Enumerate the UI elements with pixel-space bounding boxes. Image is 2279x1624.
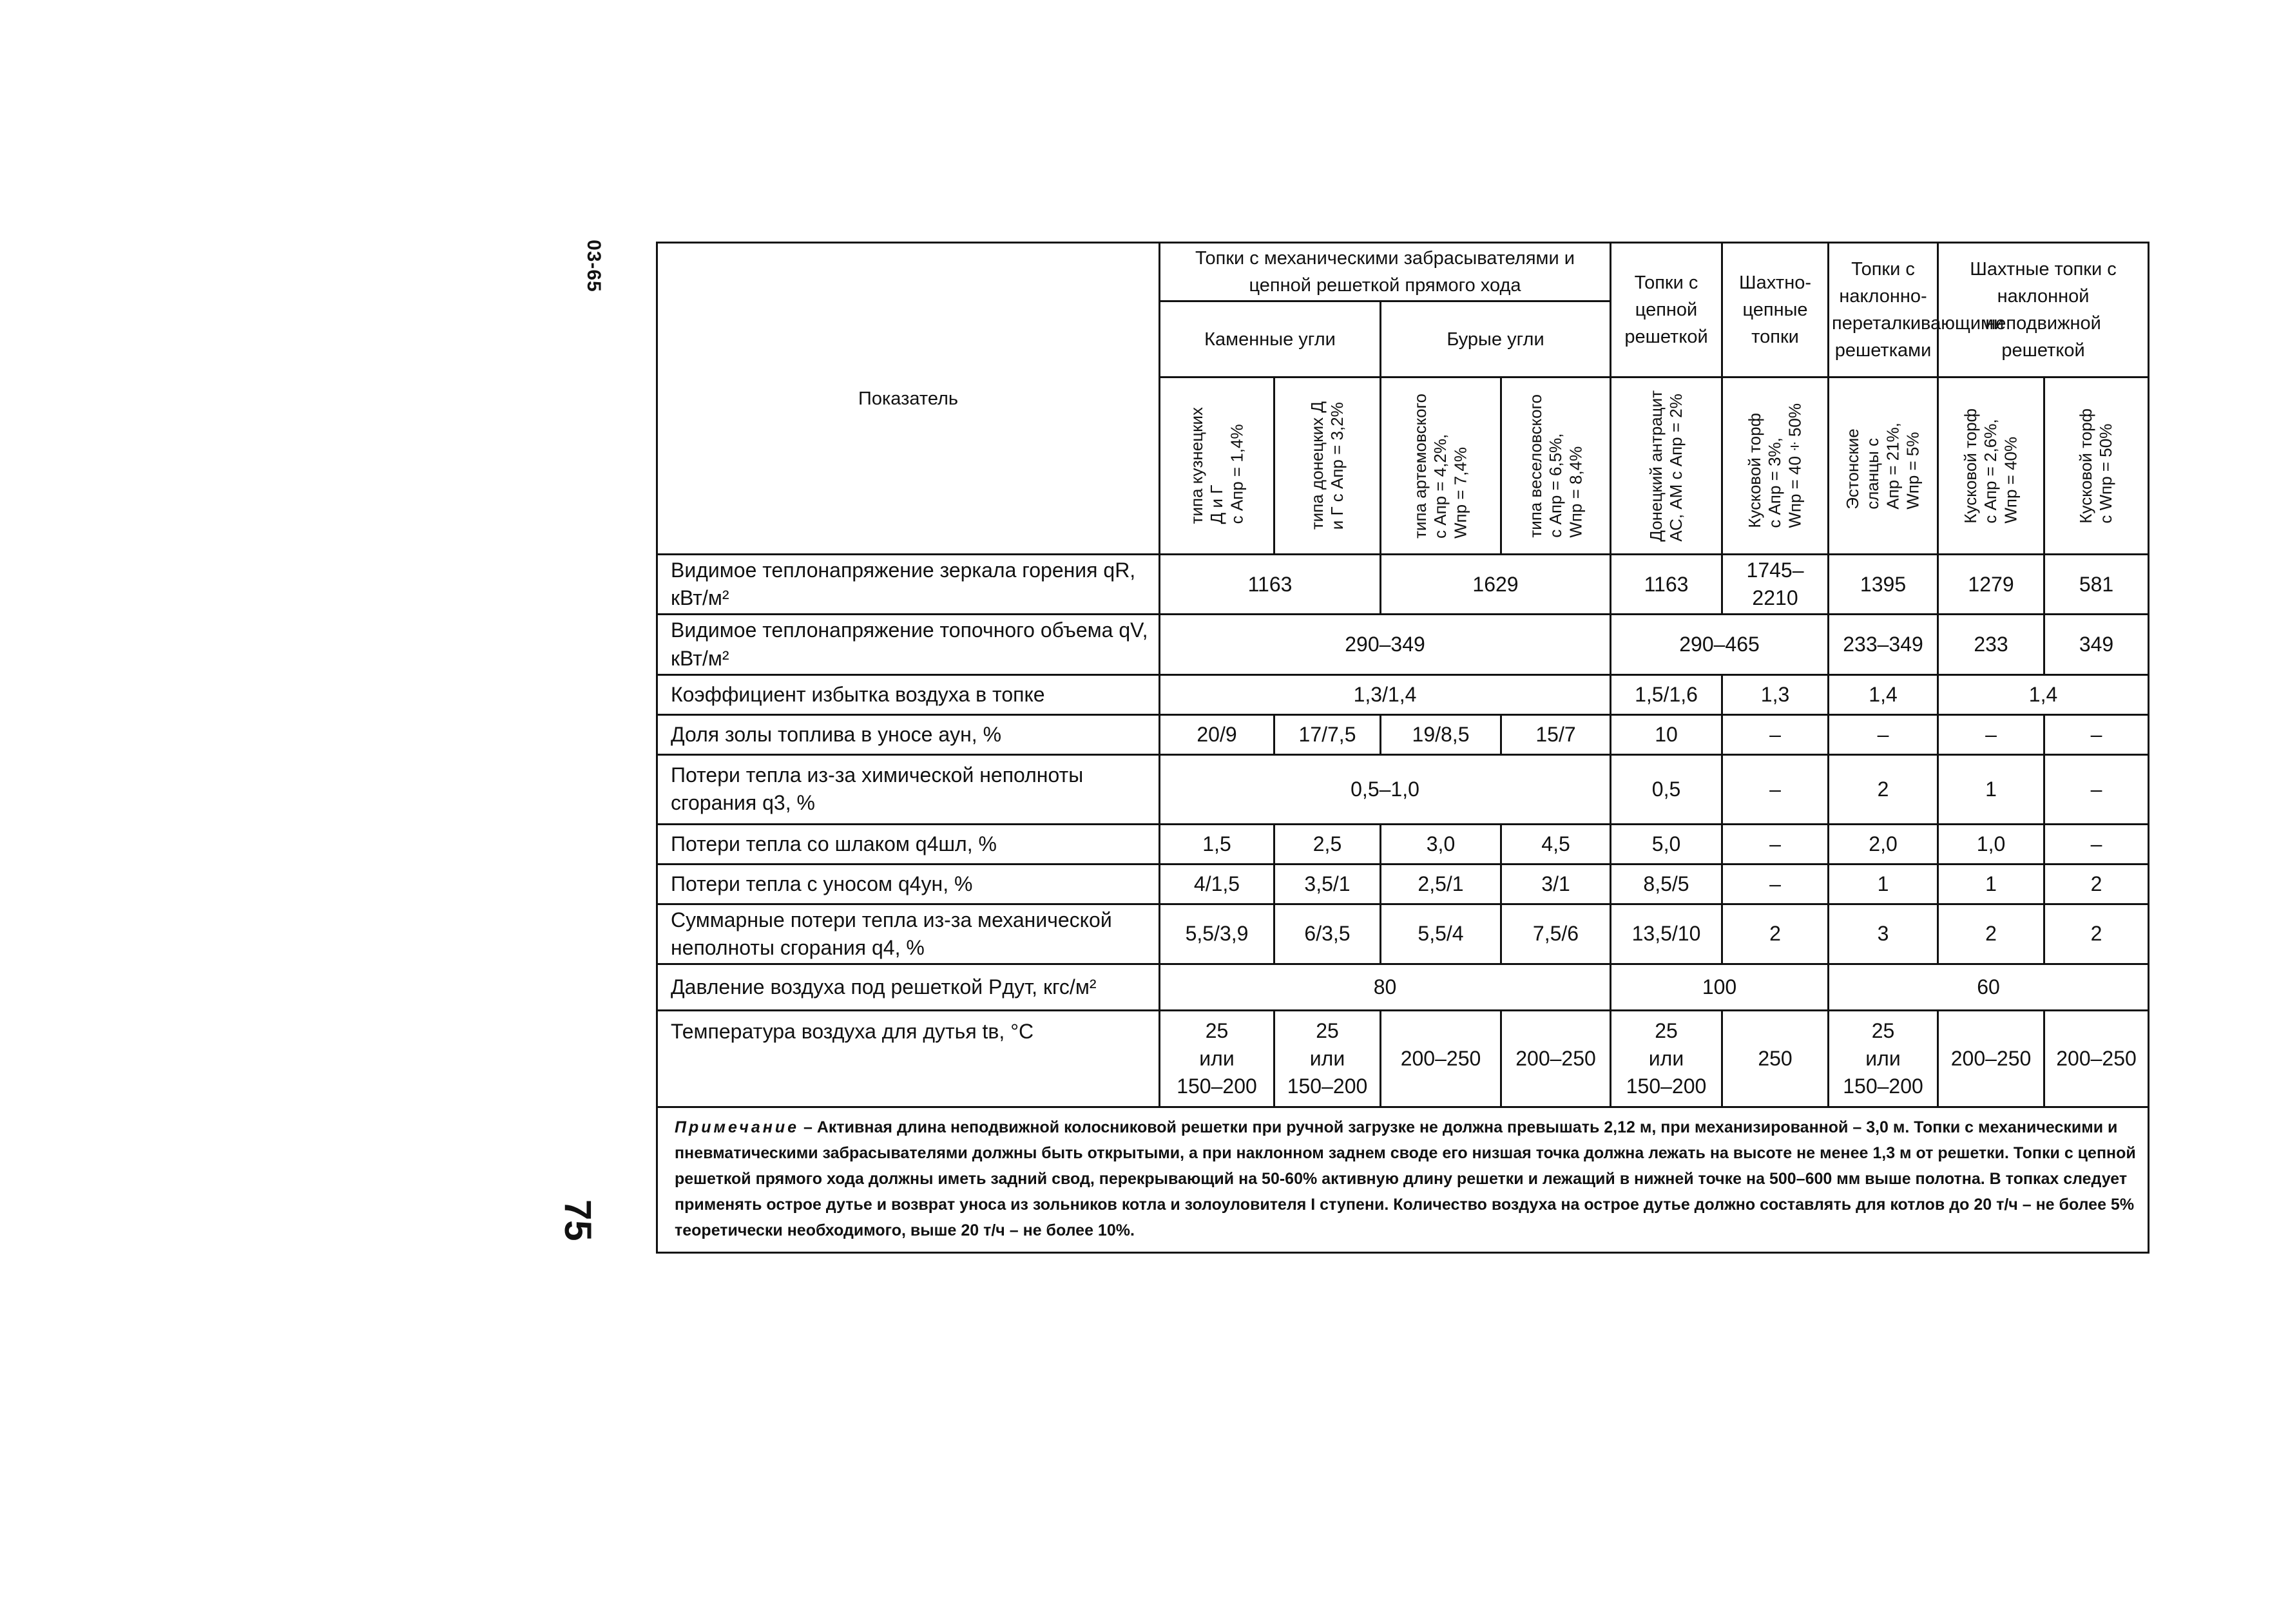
- header-col-2: [1274, 377, 1381, 555]
- table-row: [657, 864, 2149, 904]
- cell: 2: [1938, 904, 2044, 964]
- cell: –: [2044, 824, 2149, 864]
- cell: 7,5/6: [1501, 904, 1611, 964]
- header-col-3-text: типа артемовского с Aпр = 4,2%, Wпр = 7,4%: [1410, 393, 1470, 539]
- header-col-3: [1381, 377, 1501, 555]
- header-col-7: [1829, 377, 1938, 555]
- table-row: [657, 904, 2149, 964]
- cell: 200–250: [1938, 1011, 2044, 1107]
- row-label: Видимое теплонапряжение зеркала горения qR, кВт/м²: [657, 555, 1160, 615]
- cell: 25 или 150–200: [1829, 1011, 1938, 1107]
- cell: 200–250: [1381, 1011, 1501, 1107]
- cell: 2: [2044, 864, 2149, 904]
- cell: 3: [1829, 904, 1938, 964]
- header-row-1: [657, 243, 2149, 301]
- header-col-8: [1938, 377, 2044, 555]
- cell: 4,5: [1501, 824, 1611, 864]
- cell: 1: [1938, 754, 2044, 824]
- cell: 1,0: [1938, 824, 2044, 864]
- cell: 5,5/4: [1381, 904, 1501, 964]
- row-label: Видимое теплонапряжение топочного объема qV, кВт/м²: [657, 615, 1160, 674]
- table-row: [657, 754, 2149, 824]
- cell: 5,0: [1611, 824, 1722, 864]
- cell: 6/3,5: [1274, 904, 1381, 964]
- cell: –: [2044, 754, 2149, 824]
- cell: 2,5/1: [1381, 864, 1501, 904]
- cell: 2,0: [1829, 824, 1938, 864]
- cell: –: [1829, 714, 1938, 754]
- cell: 0,5–1,0: [1160, 754, 1611, 824]
- cell: 2: [1829, 754, 1938, 824]
- cell: 1,3/1,4: [1160, 674, 1611, 714]
- row-label: Давление воздуха под решеткой Pдут, кгс/м²: [657, 964, 1160, 1011]
- table-row: [657, 674, 2149, 714]
- cell: 290–465: [1611, 615, 1829, 674]
- table-row: [657, 964, 2149, 1011]
- header-group-mech: Топки с механическими забрасывателями и цепной решеткой прямого хода: [1160, 243, 1611, 301]
- cell: 100: [1611, 964, 1829, 1011]
- header-group-shaft-chain: Шахтно-цепные топки: [1722, 243, 1829, 377]
- header-col-4-text: типа веселовского с Aпр = 6,5%, Wпр = 8,4%: [1525, 394, 1586, 538]
- cell: 20/9: [1160, 714, 1274, 754]
- cell: 2,5: [1274, 824, 1381, 864]
- cell: –: [1722, 754, 1829, 824]
- document-code: 03-65: [583, 240, 604, 292]
- header-group-shaft-fixed: Шахтные топки с наклонной неподвижной решеткой: [1938, 243, 2149, 377]
- header-col-2-text: типа донецких Д и Г с Aпр = 3,2%: [1307, 401, 1347, 530]
- row-label: Потери тепла из-за химической неполноты сгорания q3, %: [657, 754, 1160, 824]
- row-label: Потери тепла с уносом q4ун, %: [657, 864, 1160, 904]
- cell: –: [1722, 714, 1829, 754]
- table-row: [657, 555, 2149, 615]
- cell: 1629: [1381, 555, 1611, 615]
- header-col-8-text: Кусковой торф с Aпр = 2,6%, Wпр = 40%: [1961, 408, 2021, 524]
- cell: 19/8,5: [1381, 714, 1501, 754]
- cell: –: [1938, 714, 2044, 754]
- cell: 1163: [1611, 555, 1722, 615]
- cell: 250: [1722, 1011, 1829, 1107]
- header-col-1: [1160, 377, 1274, 555]
- cell: 290–349: [1160, 615, 1611, 674]
- note-label: Примечание: [675, 1118, 800, 1137]
- cell: 25 или 150–200: [1160, 1011, 1274, 1107]
- cell: 1163: [1160, 555, 1381, 615]
- cell: 5,5/3,9: [1160, 904, 1274, 964]
- cell: 1: [1829, 864, 1938, 904]
- cell: 60: [1829, 964, 2149, 1011]
- cell: 3,5/1: [1274, 864, 1381, 904]
- row-label: Коэффициент избытка воздуха в топке: [657, 674, 1160, 714]
- header-col-9-text: Кусковой торф с Wпр = 50%: [2076, 408, 2116, 524]
- cell: –: [1722, 824, 1829, 864]
- cell: 3,0: [1381, 824, 1501, 864]
- note-text: – Активная длина неподвижной колосниковой решетки при ручной загрузке не должна превышать 2,12 м, при механизированной – 3,0 м. Топки с механическими и пневматическими забрасывателями должны быть открытыми, а при наклонном заднем своде его низшая точка должна лежать на высоте не менее 1,3 м от решетки. Топки с цепной решеткой прямого хода должны иметь задний свод, перекрывающий на 50-60% активную длину решетки и лежащий в нижней точке на 500–600 мм выше полотна. В топках следует применять острое дутье и возврат уноса из зольников котла и золоуловителя I ступени. Количество воздуха на острое дутье должно составлять для котлов до 20 т/ч – не более 5% теоретически необходимого, выше 20 т/ч – не более 10%.: [675, 1118, 2136, 1240]
- row-label: Потери тепла со шлаком q4шл, %: [657, 824, 1160, 864]
- cell: –: [2044, 714, 2149, 754]
- cell: 13,5/10: [1611, 904, 1722, 964]
- cell: 80: [1160, 964, 1611, 1011]
- header-col-6-text: Кусковой торф с Aпр = 3%, Wпр = 40÷50%: [1745, 403, 1805, 528]
- header-indicator: Показатель: [657, 243, 1160, 555]
- cell: 15/7: [1501, 714, 1611, 754]
- cell: 17/7,5: [1274, 714, 1381, 754]
- data-table: [656, 242, 2149, 1254]
- row-label: Суммарные потери тепла из-за механической неполноты сгорания q4, %: [657, 904, 1160, 964]
- header-col-1-text: типа кузнецких Д и Г с Aпр = 1,4%: [1186, 407, 1247, 524]
- row-label: Доля золы топлива в уносе aун, %: [657, 714, 1160, 754]
- header-group-chain: Топки с цепной решеткой: [1611, 243, 1722, 377]
- cell: 1,4: [1829, 674, 1938, 714]
- page-number: 75: [557, 1199, 599, 1241]
- header-col-7-text: Эстонские сланцы с Aпр = 21%, Wпр = 5%: [1843, 422, 1923, 510]
- cell: 25 или 150–200: [1274, 1011, 1381, 1107]
- header-col-4: [1501, 377, 1611, 555]
- cell: 1,5: [1160, 824, 1274, 864]
- header-col-5: [1611, 377, 1722, 555]
- header-col-9: [2044, 377, 2149, 555]
- table-note: [657, 1107, 2149, 1253]
- header-brown-coal: Бурые угли: [1381, 301, 1611, 377]
- header-col-6: [1722, 377, 1829, 555]
- header-stone-coal: Каменные угли: [1160, 301, 1381, 377]
- cell: 1,4: [1938, 674, 2149, 714]
- table-row: [657, 615, 2149, 674]
- table-row: [657, 824, 2149, 864]
- table-row: [657, 1011, 2149, 1107]
- row-label: Температура воздуха для дутья tв, °С: [657, 1011, 1160, 1107]
- cell: 581: [2044, 555, 2149, 615]
- cell: –: [1722, 864, 1829, 904]
- cell: 1395: [1829, 555, 1938, 615]
- note-row: [657, 1107, 2149, 1253]
- cell: 1: [1938, 864, 2044, 904]
- cell: 2: [1722, 904, 1829, 964]
- cell: 233: [1938, 615, 2044, 674]
- cell: 200–250: [2044, 1011, 2149, 1107]
- cell: 8,5/5: [1611, 864, 1722, 904]
- cell: 0,5: [1611, 754, 1722, 824]
- cell: 1745–2210: [1722, 555, 1829, 615]
- cell: 10: [1611, 714, 1722, 754]
- header-col-5-text: Донецкий антрацит АС, АМ с Aпр = 2%: [1646, 390, 1686, 542]
- cell: 25 или 150–200: [1611, 1011, 1722, 1107]
- cell: 349: [2044, 615, 2149, 674]
- cell: 1279: [1938, 555, 2044, 615]
- header-group-inclined: Топки с наклонно-переталкивающими решетками: [1829, 243, 1938, 377]
- cell: 1,5/1,6: [1611, 674, 1722, 714]
- cell: 4/1,5: [1160, 864, 1274, 904]
- cell: 233–349: [1829, 615, 1938, 674]
- cell: 200–250: [1501, 1011, 1611, 1107]
- cell: 2: [2044, 904, 2149, 964]
- cell: 3/1: [1501, 864, 1611, 904]
- table-row: [657, 714, 2149, 754]
- cell: 1,3: [1722, 674, 1829, 714]
